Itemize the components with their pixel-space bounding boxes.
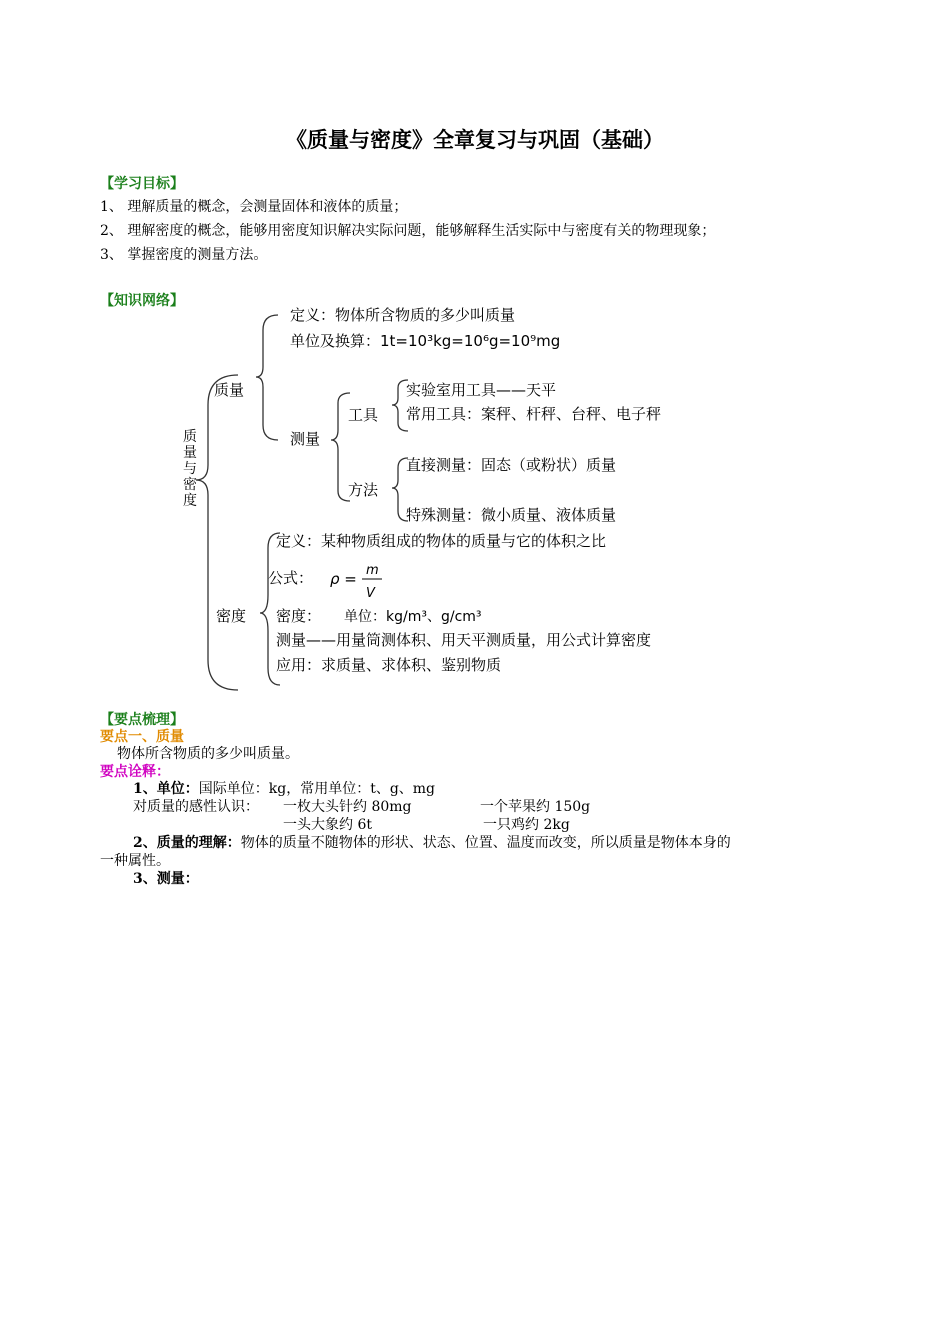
root-brace	[196, 375, 238, 690]
density-definition: 定义：某种物质组成的物体的质量与它的体积之比	[276, 532, 607, 550]
method-special: 特殊测量：微小质量、液体质量	[406, 506, 617, 524]
page-title: 《质量与密度》全章复习与巩固（基础）	[286, 128, 664, 152]
density-units: 单位：kg/m³、g/cm³	[344, 609, 482, 625]
knowledge-network-diagram	[0, 295, 950, 695]
tools-label: 工具	[348, 406, 379, 424]
unit-label: 1、单位：	[133, 781, 199, 797]
mass-definition: 定义：物体所含物质的多少叫质量	[290, 306, 516, 324]
perception-label: 对质量的感性认识：	[133, 799, 259, 815]
tool-common: 常用工具：案秤、杆秤、台秤、电子秤	[406, 405, 662, 423]
perception-item: 一枚大头针约 80mg	[283, 799, 412, 815]
root-label-char: 与	[183, 461, 197, 477]
root-label-char: 密	[183, 477, 197, 493]
objective-item: 1、 理解质量的概念，会测量固体和液体的质量；	[100, 199, 408, 215]
formula-label: 公式：	[268, 569, 314, 587]
formula-lhs: ρ =	[330, 570, 357, 588]
tool-lab: 实验室用工具——天平	[406, 381, 557, 399]
perception-item: 一头大象约 6t	[283, 817, 372, 833]
root-label-char: 量	[183, 445, 197, 461]
formula-numerator: m	[366, 563, 379, 578]
density-application: 应用：求质量、求体积、鉴别物质	[276, 656, 502, 674]
root-label-char: 质	[183, 429, 197, 445]
density-units-label: 密度：	[276, 607, 322, 625]
understanding-text-cont: 一种属性。	[100, 853, 170, 869]
formula-denominator: V	[366, 586, 375, 601]
objective-item: 3、 掌握密度的测量方法。	[100, 247, 268, 263]
measure-label: 测量	[290, 430, 321, 448]
density-measure: 测量——用量筒测体积、用天平测质量，用公式计算密度	[276, 631, 652, 649]
mass-units: 单位及换算：1t=10³kg=10⁶g=10⁹mg	[290, 332, 561, 350]
understanding-text: 物体的质量不随物体的形状、状态、位置、温度而改变，所以质量是物体本身的	[240, 835, 731, 851]
perception-item: 一个苹果约 150g	[480, 799, 591, 815]
measure-label: 3、测量：	[133, 871, 199, 887]
method-direct: 直接测量：固态（或粉状）质量	[406, 456, 617, 474]
perception-item: 一只鸡约 2kg	[483, 817, 570, 833]
point1-text: 物体所含物质的多少叫质量。	[117, 746, 299, 762]
mass-brace	[256, 315, 278, 440]
methods-label: 方法	[348, 481, 379, 499]
understanding-line	[133, 832, 731, 852]
root-label	[183, 429, 197, 509]
keypoints-heading: 【要点梳理】	[100, 712, 184, 728]
point1-title: 要点一、质量	[100, 729, 184, 745]
unit-line	[133, 778, 435, 798]
objectives-heading: 【学习目标】	[100, 176, 184, 192]
svg-text:质量与密度	[183, 429, 197, 509]
network-heading: 【知识网络】	[100, 293, 184, 309]
unit-text: 国际单位：kg，常用单位：t、g、mg	[198, 781, 436, 797]
objective-item: 2、 理解密度的概念，能够用密度知识解决实际问题，能够解释生活实际中与密度有关的物理现象；	[100, 223, 716, 239]
explain-title: 要点诠释：	[100, 764, 170, 780]
density-label: 密度	[216, 607, 247, 625]
root-label-char: 度	[183, 493, 197, 509]
mass-label: 质量	[214, 381, 245, 399]
understanding-label: 2、质量的理解：	[133, 835, 241, 851]
